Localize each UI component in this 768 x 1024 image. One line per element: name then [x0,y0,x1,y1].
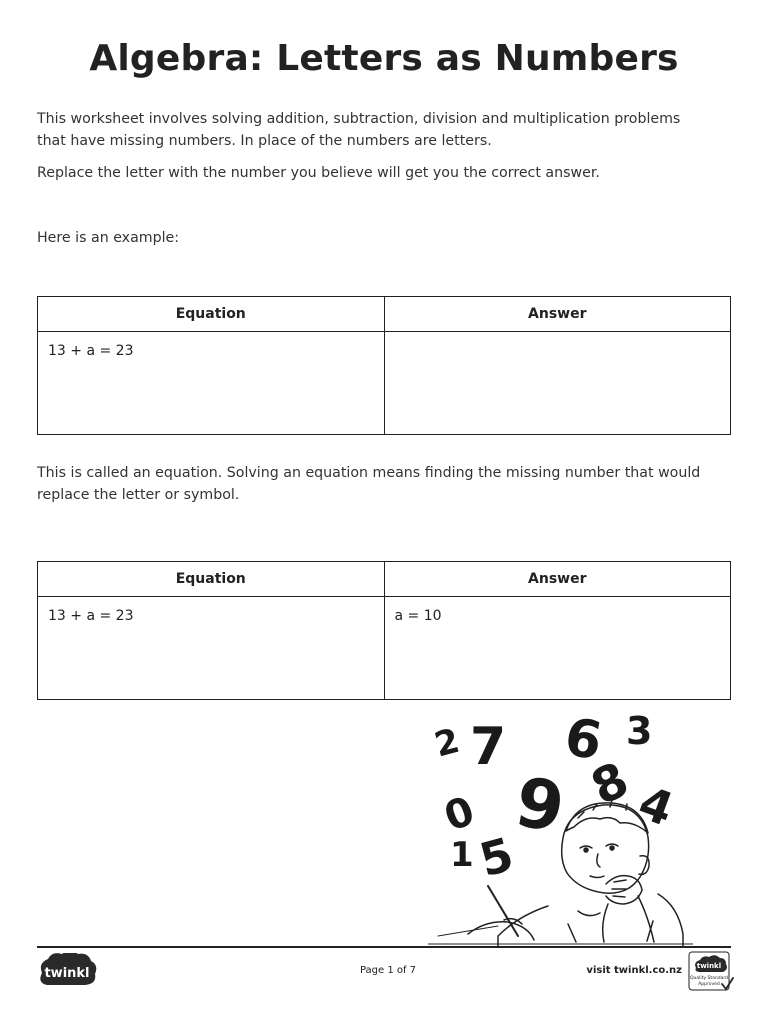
equation-cell: 13 + a = 23 [38,332,385,435]
intro-line-1: This worksheet involves solving addition, subtraction, division and multiplication problems [37,111,681,127]
digit-3: 3 [626,709,653,753]
footer-divider [37,946,731,948]
equation-header: Equation [38,562,385,597]
answer-header: Answer [384,297,731,332]
explanation-line-2: replace the letter or symbol. [37,487,240,503]
table-header-row [38,297,731,332]
answer-cell [384,332,731,435]
example-label: Here is an example: [37,230,180,246]
instruction-line: Replace the letter with the number you believe will get you the correct answer. [37,165,600,181]
answer-cell: a = 10 [384,597,731,700]
digit-0: 0 [438,788,481,841]
digit-8: 8 [583,751,637,817]
boy-thinking-illustration [428,706,693,946]
digit-4: 4 [631,775,681,837]
digit-6: 6 [560,707,607,773]
twinkl-logo[interactable] [36,953,98,989]
page-title: Algebra: Letters as Numbers [89,38,679,79]
badge-brand-text: twinkl [696,962,722,970]
page-number: Page 1 of 7 [359,965,417,976]
website-link[interactable]: visit twinkl.co.nz [586,965,682,976]
badge-line-2: Approved [698,982,720,987]
answer-header: Answer [384,562,731,597]
example-table [37,296,731,435]
explanation-paragraph [37,462,737,506]
equation-cell: 13 + a = 23 [38,597,385,700]
explanation-line-1: This is called an equation. Solving an equation means finding the missing number that would [37,465,701,481]
logo-text: twinkl [44,966,90,981]
intro-paragraph [37,108,737,152]
digit-1: 1 [450,835,474,875]
digit-9: 9 [509,762,570,849]
table-row [38,332,731,435]
equation-header: Equation [38,297,385,332]
intro-line-2: that have missing numbers. In place of the numbers are letters. [37,133,492,149]
solution-table [37,561,731,700]
badge-line-1: Quality Standard [690,976,728,981]
digit-2: 2 [430,720,464,766]
digit-7: 7 [470,717,507,777]
table-row [38,597,731,700]
digit-5: 5 [473,826,519,888]
table-header-row [38,562,731,597]
quality-standard-badge [688,951,734,993]
